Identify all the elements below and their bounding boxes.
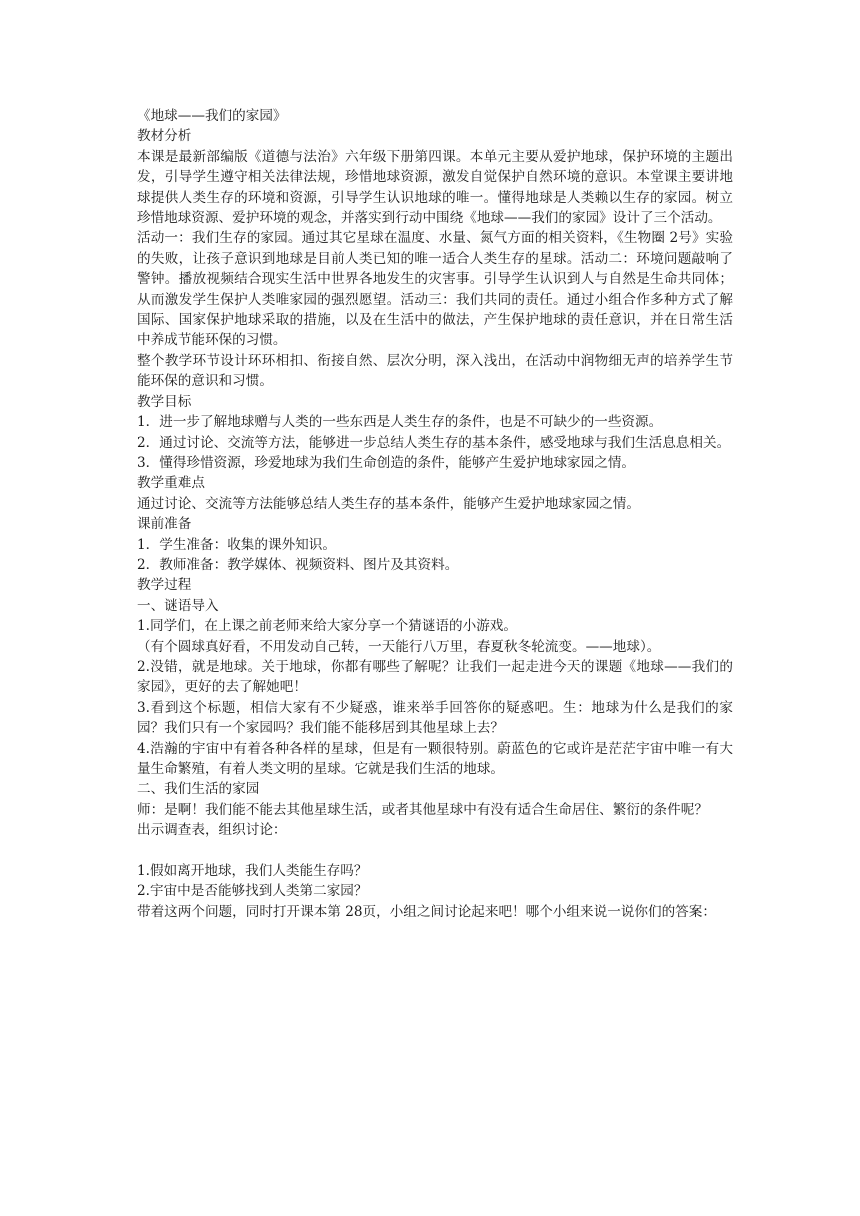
section-heading-key-points: 教学重难点 <box>137 475 205 492</box>
blank-line <box>137 841 733 861</box>
paragraph-key-points: 通过讨论、交流等方法能够总结人类生存的基本条件，能够产生爱护地球家园之情。 <box>137 495 640 512</box>
paragraph-activities: 活动一：我们生存的家园。通过其它星球在温度、水量、氮气方面的相关资料，《生物圈 2号》实验的失败，让孩子意识到地球是目前人类已知的唯一适合人类生存的星球。活动二：环境问题敲响了警钟。播放视频结合现实生活中世界各地发生的灾害事。引导学生认识到人与自然是生命共同体；从而激发学生保护人类唯家园的强烈愿望。活动三：我们共同的责任。通过小组合作多种方式了解国际、国家保护地球采取的措施，以及在生活中的做法，产生保护地球的责任意识，并在日常生活中养成节能环保的习惯。 <box>137 230 733 349</box>
section-heading-textbook-analysis: 教材分析 <box>137 128 192 145</box>
paragraph-textbook-analysis: 本课是最新部编版《道德与法治》六年级下册第四课。本单元主要从爱护地球，保护环境的主题出发，引导学生遵守相关法律法规，珍惜地球资源，激发自觉保护自然环境的意识。本堂课主要讲地球提供人类生存的环境和资源，引导学生认识地球的唯一。懂得地球是人类赖以生存的家园。树立珍惜地球资源、爱护环境的观念，并落实到行动中围绕《地球——我们的家园》设计了三个活动。 <box>137 148 733 227</box>
subheading-riddle-intro: 一、谜语导入 <box>137 597 219 614</box>
process-step-2: 2.没错，就是地球。关于地球，你都有哪些了解呢？让我们一起走进今天的课题《地球——我们的家园》，更好的去了解她吧！ <box>137 658 733 696</box>
goal-item-3: 3．懂得珍惜资源，珍爱地球为我们生命创造的条件，能够产生爱护地球家园之情。 <box>137 454 636 471</box>
riddle-text: （有个圆球真好看，不用发动自己转，一天能行八万里，春夏秋冬轮流变。——地球）。 <box>137 638 661 655</box>
section-heading-teaching-goals: 教学目标 <box>137 393 192 410</box>
survey-question-1: 1.假如离开地球，我们人类能生存吗？ <box>137 863 368 880</box>
section-heading-teaching-process: 教学过程 <box>137 577 192 594</box>
discussion-prompt: 带着这两个问题，同时打开课本第 28页，小组之间讨论起来吧！哪个小组来说一说你们的答案： <box>137 903 716 920</box>
document-title: 《地球——我们的家园》 <box>137 108 287 124</box>
goal-item-2: 2．通过讨论、交流等方法，能够进一步总结人类生存的基本条件，感受地球与我们生活息息相关。 <box>137 434 731 451</box>
preparation-item-1: 1．学生准备：收集的课外知识。 <box>137 536 336 553</box>
process-step-4: 4.浩瀚的宇宙中有着各种各样的星球，但是有一颗很特别。蔚蓝色的它或许是茫茫宇宙中唯一有大量生命繁殖，有着人类文明的星球。它就是我们生活的地球。 <box>137 740 733 777</box>
document-body <box>137 106 733 922</box>
subheading-our-home: 二、我们生活的家园 <box>137 781 260 798</box>
process-step-3: 3.看到这个标题，相信大家有不少疑惑，谁来举手回答你的疑惑吧。生：地球为什么是我们的家园？我们只有一个家园吗？我们能不能移居到其他星球上去？ <box>137 699 733 737</box>
preparation-item-2: 2．教师准备：教学媒体、视频资料、图片及其资料。 <box>137 556 459 573</box>
section-heading-preparation: 课前准备 <box>137 516 192 533</box>
paragraph-summary: 整个教学环节设计环环相扣、衔接自然、层次分明，深入浅出，在活动中润物细无声的培养学生节能环保的意识和习惯。 <box>137 352 733 390</box>
survey-question-2: 2.宇宙中是否能够找到人类第二家园？ <box>137 883 368 900</box>
goal-item-1: 1．进一步了解地球赠与人类的一些东西是人类生存的条件，也是不可缺少的一些资源。 <box>137 414 663 431</box>
survey-intro: 出示调查表，组织讨论： <box>137 822 287 839</box>
teacher-question: 师：是啊！我们能不能去其他星球生活，或者其他星球中有没有适合生命居住、繁衍的条件呢？ <box>137 801 708 818</box>
process-step-1: 1.同学们，在上课之前老师来给大家分享一个猜谜语的小游戏。 <box>137 618 517 635</box>
